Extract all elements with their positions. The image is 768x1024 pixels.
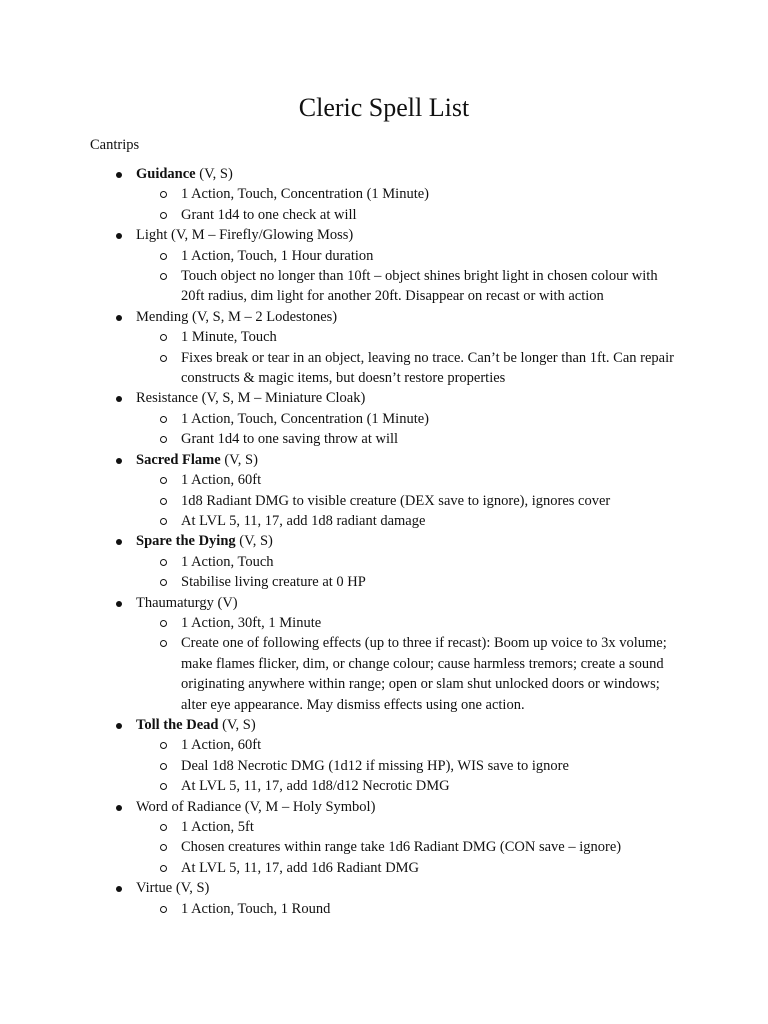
- bullet-icon: [116, 601, 122, 607]
- spell-detail-text: At LVL 5, 11, 17, add 1d8/d12 Necrotic DMG: [181, 778, 450, 795]
- spell-item: [0, 225, 768, 307]
- spell-detail-text: Grant 1d4 to one check at will: [181, 206, 357, 223]
- spell-detail-text: 1 Minute, Touch: [181, 329, 277, 346]
- spell-heading: [0, 388, 768, 408]
- spell-detail: [0, 205, 768, 225]
- spell-detail: [0, 756, 768, 776]
- circle-bullet-icon: [160, 824, 167, 831]
- spell-components: (V, S): [220, 451, 258, 468]
- spell-components: (V, S): [172, 880, 210, 897]
- spell-details: [0, 184, 768, 225]
- spell-name: Sacred Flame: [136, 451, 221, 468]
- spell-name: Virtue: [136, 880, 173, 897]
- spell-item: [0, 164, 768, 225]
- bullet-icon: [116, 233, 122, 239]
- circle-bullet-icon: [160, 742, 167, 749]
- circle-bullet-icon: [160, 640, 167, 647]
- spell-item: [0, 593, 768, 715]
- spell-detail-text: At LVL 5, 11, 17, add 1d6 Radiant DMG: [181, 859, 420, 876]
- spell-details: [0, 613, 768, 715]
- spell-details: [0, 246, 768, 307]
- spell-name: Spare the Dying: [136, 533, 236, 550]
- spell-item: [0, 307, 768, 389]
- circle-bullet-icon: [160, 579, 167, 586]
- spell-detail-text: Fixes break or tear in an object, leaving no trace. Can’t be longer than 1ft. Can repair constructs & magic items, but doesn’t restore properties: [181, 349, 674, 387]
- circle-bullet-icon: [160, 783, 167, 790]
- circle-bullet-icon: [160, 253, 167, 260]
- circle-bullet-icon: [160, 477, 167, 484]
- spell-components: (V): [213, 594, 238, 611]
- bullet-icon: [116, 886, 122, 892]
- spell-detail: [0, 776, 768, 796]
- spell-detail-text: 1 Action, 30ft, 1 Minute: [181, 614, 322, 631]
- spell-heading: [0, 797, 768, 817]
- section-heading-cantrips: Cantrips: [90, 137, 140, 153]
- spell-detail-text: 1 Action, Touch, Concentration (1 Minute): [181, 410, 429, 427]
- spell-detail: [0, 409, 768, 429]
- spell-detail: [0, 327, 768, 347]
- spell-detail-text: 1 Action, Touch, 1 Round: [181, 900, 331, 917]
- bullet-icon: [116, 396, 122, 402]
- spell-components: (V, M – Firefly/Glowing Moss): [167, 227, 354, 244]
- circle-bullet-icon: [160, 865, 167, 872]
- spell-name: Light: [136, 227, 168, 244]
- spell-detail-text: Touch object no longer than 10ft – object shines bright light in chosen colour with 20ft radius, dim light for another 20ft. Disappear on recast or with action: [181, 268, 658, 305]
- spell-detail: [0, 246, 768, 266]
- circle-bullet-icon: [160, 436, 167, 443]
- spell-detail-text: 1 Action, 60ft: [181, 472, 262, 489]
- spell-detail: [0, 552, 768, 572]
- circle-bullet-icon: [160, 498, 167, 505]
- circle-bullet-icon: [160, 273, 167, 280]
- circle-bullet-icon: [160, 620, 167, 627]
- circle-bullet-icon: [160, 355, 167, 362]
- spell-details: [0, 327, 768, 388]
- spell-details: [0, 470, 768, 531]
- spell-detail: [0, 899, 768, 919]
- spell-components: (V, S, M – Miniature Cloak): [198, 390, 366, 407]
- spell-heading: [0, 164, 768, 184]
- spell-details: [0, 817, 768, 878]
- spell-detail: [0, 429, 768, 449]
- spell-detail: [0, 348, 768, 389]
- page-title: Cleric Spell List: [298, 93, 470, 122]
- circle-bullet-icon: [160, 559, 167, 566]
- spell-components: (V, S, M – 2 Lodestones): [188, 308, 338, 325]
- spell-components: (V, M – Holy Symbol): [241, 798, 376, 815]
- spell-heading: [0, 307, 768, 327]
- spell-detail: [0, 266, 768, 307]
- spell-item: [0, 878, 768, 919]
- spell-name: Mending: [136, 308, 189, 325]
- spell-detail: [0, 572, 768, 592]
- spell-components: (V, S): [195, 166, 233, 182]
- spell-components: (V, S): [235, 533, 273, 550]
- spell-detail-text: Create one of following effects (up to three if recast): Boom up voice to 3x volume; make flames flicker, dim, or change colour; cause harmless tremors; create a sound originating anywhere within range; open or slam shut unlocked doors or windows; alter eye appearance. May dismiss effects using one action.: [181, 635, 667, 713]
- spell-detail-text: 1 Action, 60ft: [181, 737, 262, 754]
- bullet-icon: [116, 458, 122, 464]
- spell-details: [0, 552, 768, 593]
- circle-bullet-icon: [160, 518, 167, 525]
- circle-bullet-icon: [160, 334, 167, 341]
- circle-bullet-icon: [160, 844, 167, 851]
- spell-detail: [0, 511, 768, 531]
- spell-detail: [0, 470, 768, 490]
- spell-detail: [0, 633, 768, 715]
- spell-detail-text: 1d8 Radiant DMG to visible creature (DEX save to ignore), ignores cover: [181, 492, 611, 509]
- circle-bullet-icon: [160, 212, 167, 219]
- spell-detail-text: Stabilise living creature at 0 HP: [181, 574, 366, 591]
- spell-detail: [0, 858, 768, 878]
- spell-detail-text: Grant 1d4 to one saving throw at will: [181, 431, 399, 448]
- spell-heading: [0, 878, 768, 898]
- spell-detail-text: Deal 1d8 Necrotic DMG (1d12 if missing HP), WIS save to ignore: [181, 757, 569, 774]
- spell-details: [0, 735, 768, 796]
- spell-detail: [0, 491, 768, 511]
- spell-detail-text: Chosen creatures within range take 1d6 Radiant DMG (CON save – ignore): [181, 839, 622, 856]
- spell-detail-text: At LVL 5, 11, 17, add 1d8 radiant damage: [181, 512, 426, 529]
- spell-item: [0, 715, 768, 797]
- spell-item: [0, 797, 768, 879]
- spell-detail: [0, 817, 768, 837]
- circle-bullet-icon: [160, 416, 167, 423]
- spell-item: [0, 388, 768, 449]
- bullet-icon: [116, 805, 122, 811]
- bullet-icon: [116, 723, 122, 729]
- spell-item: [0, 531, 768, 592]
- spell-detail: [0, 837, 768, 857]
- spell-detail: [0, 184, 768, 204]
- spell-detail-text: 1 Action, Touch: [181, 553, 274, 570]
- spell-heading: [0, 225, 768, 245]
- spell-name: Resistance: [136, 390, 199, 407]
- spell-heading: [0, 531, 768, 551]
- spell-detail: [0, 735, 768, 755]
- spell-details: [0, 899, 768, 919]
- circle-bullet-icon: [160, 906, 167, 913]
- spell-name: Word of Radiance: [136, 798, 242, 815]
- bullet-icon: [116, 172, 122, 178]
- spell-details: [0, 409, 768, 450]
- spell-name: Guidance: [136, 166, 196, 182]
- spell-heading: [0, 593, 768, 613]
- spell-detail-text: 1 Action, 5ft: [181, 819, 254, 835]
- spell-components: (V, S): [218, 716, 256, 733]
- spell-list: [0, 164, 768, 919]
- bullet-icon: [116, 315, 122, 321]
- spell-detail: [0, 613, 768, 633]
- spell-heading: [0, 450, 768, 470]
- spell-detail-text: 1 Action, Touch, Concentration (1 Minute): [181, 186, 429, 203]
- spell-heading: [0, 715, 768, 735]
- spell-detail-text: 1 Action, Touch, 1 Hour duration: [181, 247, 374, 264]
- circle-bullet-icon: [160, 191, 167, 198]
- spell-name: Thaumaturgy: [136, 594, 214, 611]
- spell-name: Toll the Dead: [136, 716, 219, 733]
- circle-bullet-icon: [160, 763, 167, 770]
- spell-item: [0, 450, 768, 532]
- bullet-icon: [116, 539, 122, 545]
